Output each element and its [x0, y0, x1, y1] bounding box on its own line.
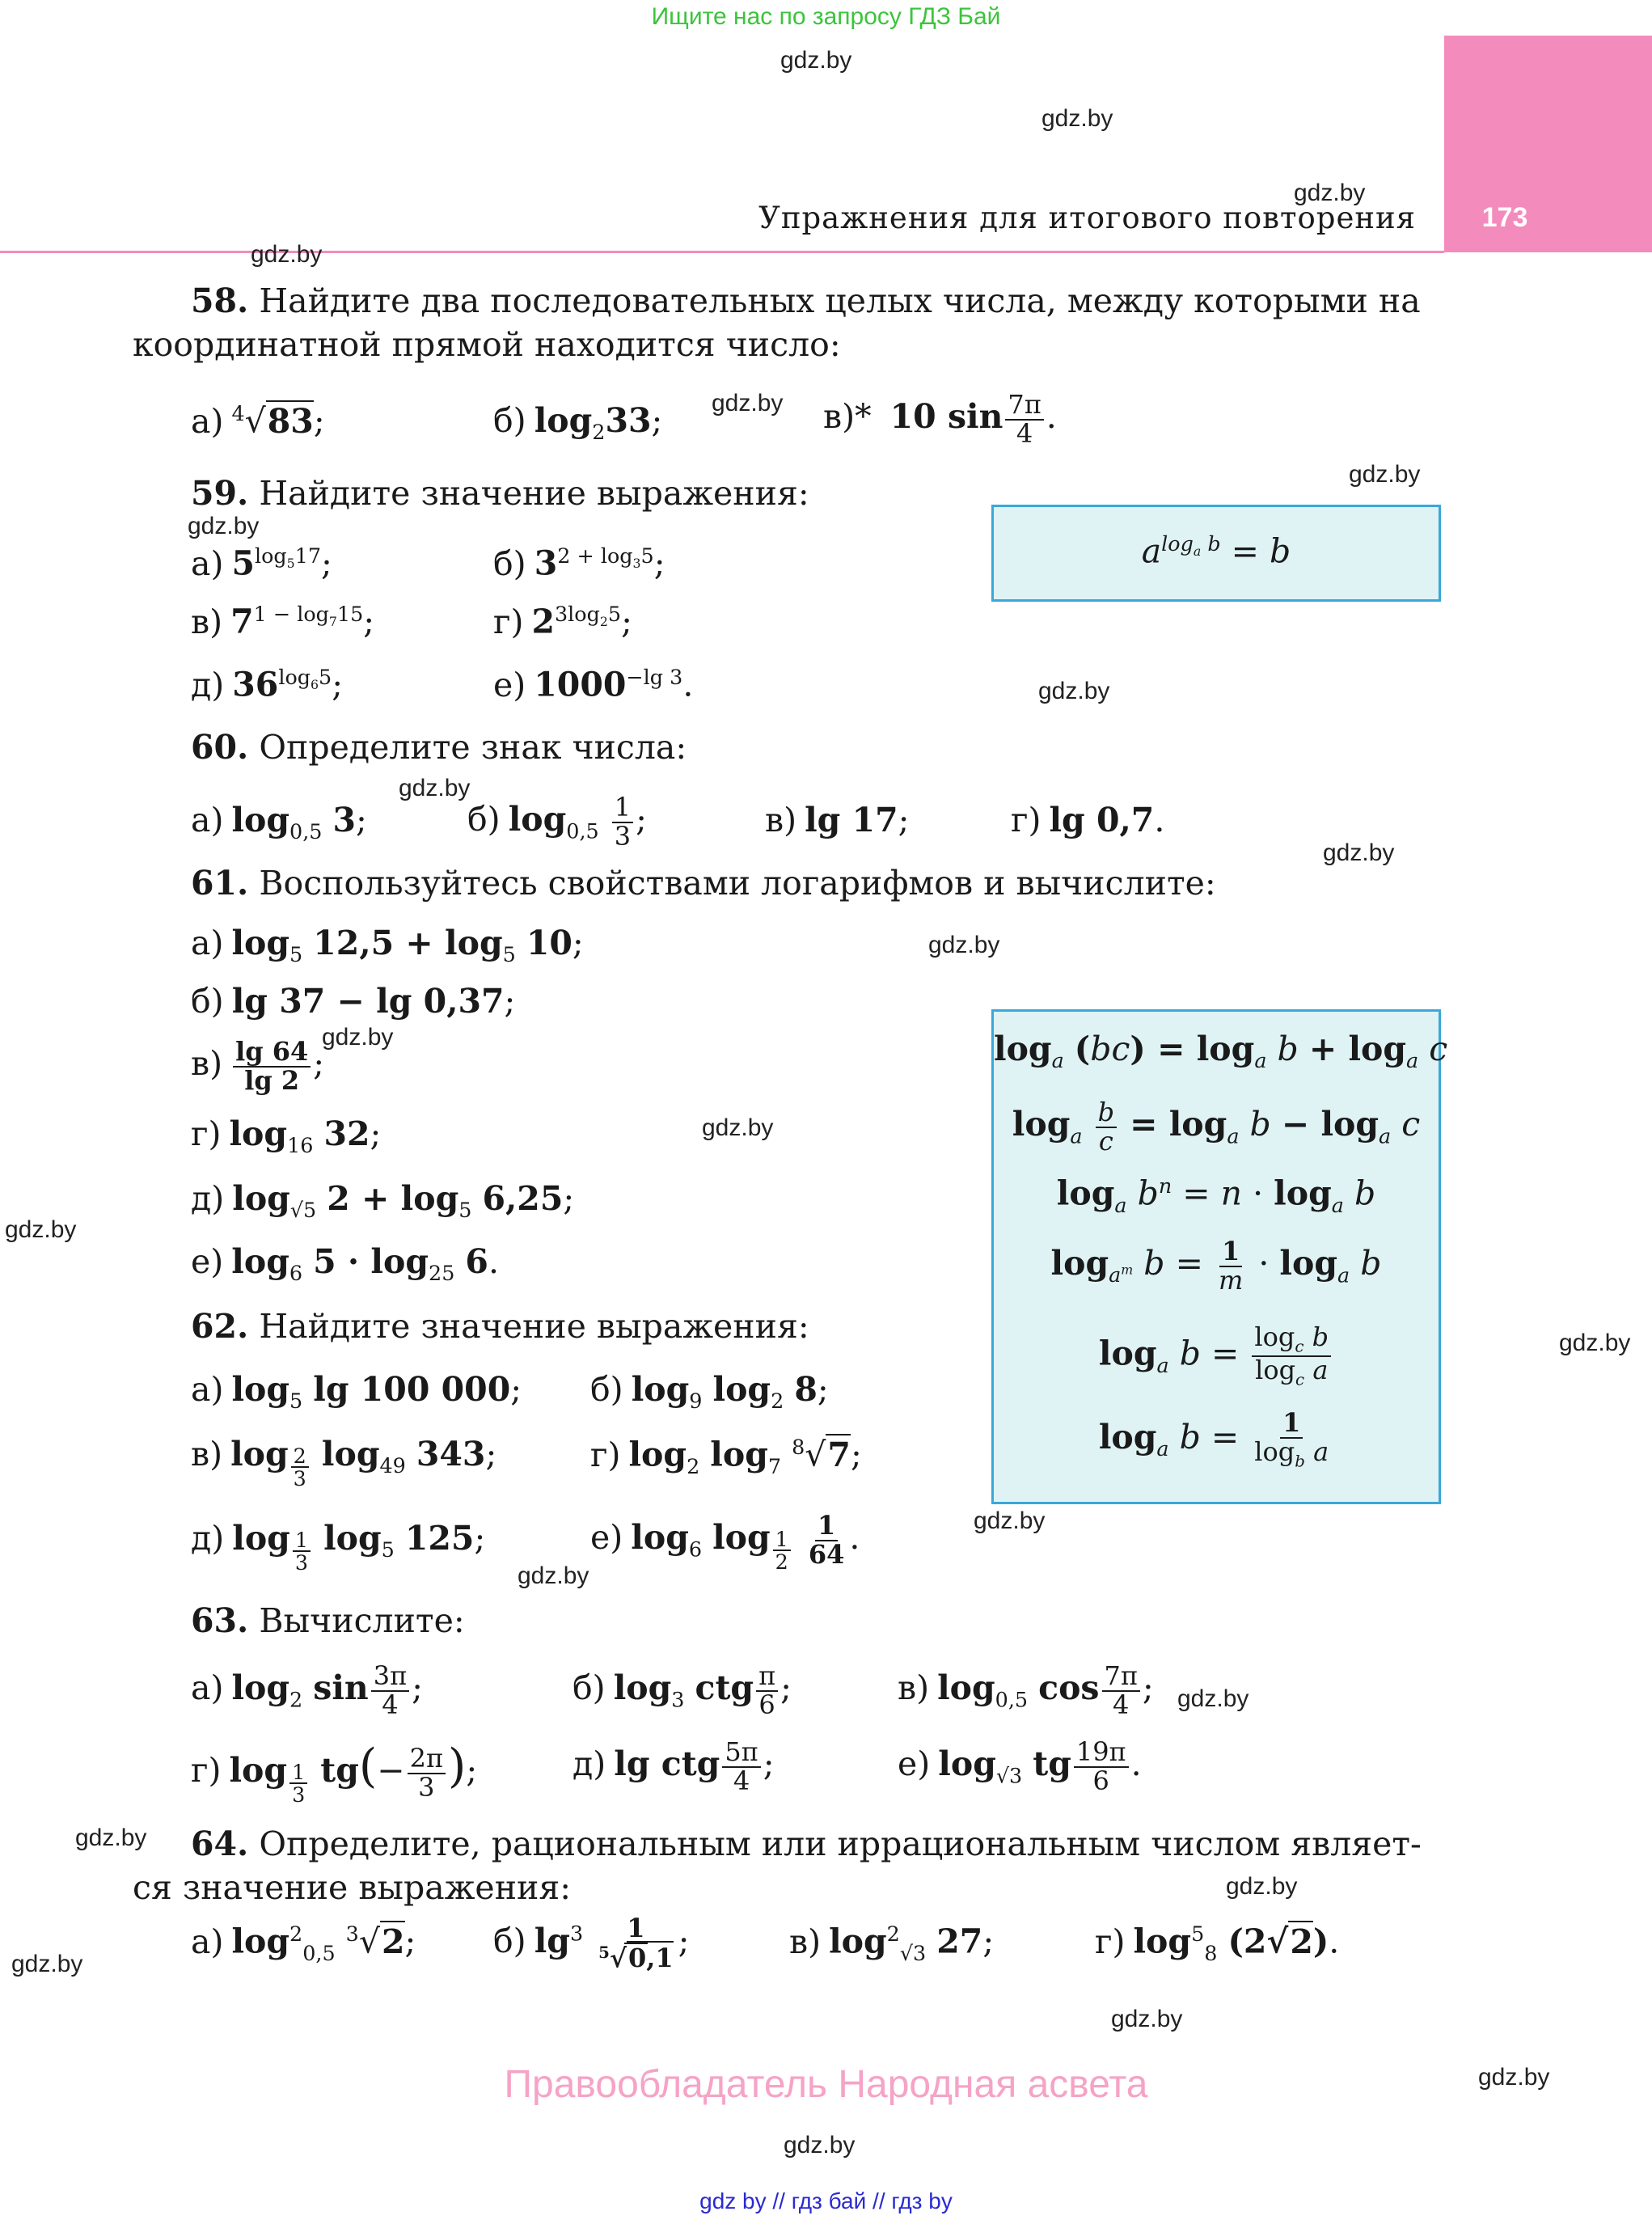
exercise-58-c: в)* 10 sin $\frac{7\pi}{4}$ .	[823, 389, 1057, 449]
exercise-62-b: б) $\log_9 \log_2 8$;	[590, 1370, 829, 1414]
exercise-62-g: г) $\log_2 \log_7 ^8√7$;	[590, 1435, 862, 1478]
watermark: gdz.by	[1559, 1330, 1631, 1356]
exercise-62-d: д) log $_{\frac{1}{3}}$ $\log_5 125$;	[191, 1519, 486, 1575]
exercise-61-e: е) $\log_6 5 \cdot \log_{25} 6$.	[191, 1242, 499, 1286]
watermark: gdz.by	[322, 1024, 394, 1051]
watermark: gdz.by	[251, 241, 323, 268]
copyright-owner: Правообладатель Народная асвета	[504, 2063, 1148, 2106]
exercise-61-g: г) $\log_{16} 32$;	[191, 1114, 382, 1158]
exercise-59-title: 59. Найдите значение выражения:	[191, 474, 809, 513]
exercise-63-e: е) $\log_{√3}$ tg $\frac{19\pi}{6}$ .	[898, 1736, 1142, 1796]
exercise-61-title: 61. Воспользуйтесь свойствами логарифмов и вычислите:	[191, 864, 1216, 903]
exercise-59-d: д) $36^{log_65}$;	[191, 665, 344, 704]
formula-quotient: $\log_a$ $\frac{b}{c}$ = $\log_a b - \log_a c$	[1012, 1097, 1421, 1156]
formula-power: $\log_a b^n = n \cdot \log_a b$	[1056, 1173, 1376, 1217]
exercise-63-title: 63. Вычислите:	[191, 1601, 465, 1640]
watermark: gdz.by	[1478, 2064, 1550, 2091]
exercise-61-v: в) $\frac{\lg 64}{\lg 2}$ ;	[191, 1036, 325, 1096]
exercise-61-b: б) lg 37 − lg 0,37;	[191, 982, 516, 1021]
exercise-62-title: 62. Найдите значение выражения:	[191, 1307, 809, 1346]
watermark: gdz.by	[1177, 1685, 1249, 1712]
exercise-63-v: в) $\log_{0,5} \cos$ $\frac{7\pi}{4}$ ;	[898, 1660, 1154, 1720]
watermark: gdz.by	[1349, 461, 1421, 488]
exercise-60-title: 60. Определите знак числа:	[191, 728, 687, 767]
watermark: gdz.by	[702, 1114, 774, 1141]
watermark: gdz.by	[1323, 839, 1395, 866]
watermark: gdz.by	[1111, 2006, 1183, 2032]
watermark: gdz.by	[784, 2132, 856, 2158]
exercise-59-b: б) $3^{2 + log_35}$;	[493, 543, 665, 583]
top-banner: Ищите нас по запросу ГДЗ Бай	[651, 3, 1001, 30]
header-rule	[0, 251, 1444, 253]
watermark: gdz.by	[5, 1216, 77, 1243]
watermark: gdz.by	[1294, 180, 1366, 206]
formula-product: $\log_a (bc) = \log_a b + \log_a c$	[994, 1030, 1448, 1073]
watermark: gdz.by	[928, 932, 1000, 958]
formula-log-identity: $a^{log_a b} = b$	[1141, 531, 1291, 571]
formula-box-properties	[991, 1009, 1448, 1504]
exercise-63-a: а) $\log_2 \sin$ $\frac{3\pi}{4}$ ;	[191, 1660, 423, 1720]
exercise-61-a: а) $\log_5 12,5 + \log_5 10$;	[191, 924, 584, 967]
exercise-64-v: в) $\log^2_{√3} 27$;	[789, 1922, 995, 1965]
page-number-tab	[1444, 36, 1652, 252]
watermark: gdz.by	[974, 1507, 1046, 1534]
watermark: gdz.by	[780, 47, 852, 74]
exercise-58-line1: 58. Найдите два последовательных целых числа, между которыми на	[191, 281, 1421, 320]
exercise-60-a: а) $\log_{0,5} 3$;	[191, 801, 367, 844]
exercise-64-a: а) $\log^2_{0,5} ^3√2$;	[191, 1922, 416, 1965]
exercise-61-d: д) $\log_{√5} 2 + \log_5 6,25$;	[191, 1179, 575, 1223]
exercise-63-b: б) $\log_3$ ctg $\frac{\pi}{6}$ ;	[572, 1660, 792, 1720]
exercise-60-g: г) lg 0,7.	[1011, 801, 1165, 839]
formula-reciprocal: $\log_a b$ = $\frac{1}{\log_b a}$	[1098, 1407, 1329, 1470]
exercise-62-e: е) $\log_6 \log$ $_{\frac{1}{2}}$ $\frac{1}{64}$ .	[590, 1510, 860, 1575]
exercise-60-v: в) lg 17;	[765, 801, 910, 839]
exercise-64-line1: 64. Определите, рациональным или иррациональным числом являет-	[191, 1824, 1422, 1863]
exercise-62-a: а) $\log_5 \lg 100$ 000;	[191, 1370, 522, 1414]
section-title: Упражнения для итогового повторения	[758, 201, 1416, 235]
exercise-58-a: а) $^4$√83;	[191, 401, 325, 441]
exercise-64-line2: ся значение выражения:	[133, 1868, 572, 1907]
watermark: gdz.by	[11, 1951, 83, 1977]
watermark: gdz.by	[399, 775, 471, 801]
watermark: gdz.by	[1038, 678, 1110, 704]
formula-box-basic	[991, 505, 1441, 602]
exercise-62-v: в) log $_{\frac{2}{3}}$ $\log_{49} 343$;	[191, 1435, 497, 1491]
page-number: 173	[1481, 202, 1528, 233]
footer-links[interactable]: gdz by // гдз бай // гдз by	[699, 2188, 953, 2213]
exercise-60-b: б) $\log_{0,5}$ $\frac{1}{3}$ ;	[467, 792, 647, 852]
exercise-63-g: г) log $_{\frac{1}{3}}$ tg(− $\frac{2\pi}{3}$ );	[191, 1739, 478, 1808]
exercise-59-a: а) $5^{log_517}$;	[191, 543, 332, 583]
watermark: gdz.by	[75, 1824, 147, 1851]
watermark: gdz.by	[712, 390, 784, 416]
watermark: gdz.by	[1226, 1873, 1298, 1900]
exercise-64-b: б) $\lg^3$ $\frac{1}{^5√0,1}$ ;	[493, 1913, 690, 1974]
exercise-58-line2: координатной прямой находится число:	[133, 325, 841, 364]
exercise-59-v: в) $7^{1 - log_715}$;	[191, 602, 375, 641]
exercise-59-g: г) $2^{3log_25}$;	[493, 602, 632, 641]
exercise-59-e: е) $1000^{-lg 3}$.	[493, 665, 694, 704]
exercise-58-b: б) $\log_233$;	[493, 401, 663, 445]
formula-base-power: $\log_{a^m} b$ = $\frac{1}{m}$ · $\log_a b$	[1050, 1236, 1382, 1296]
watermark: gdz.by	[518, 1562, 589, 1589]
exercise-64-g: г) $\log^5_8 (2√2)$.	[1095, 1922, 1340, 1965]
watermark: gdz.by	[1041, 105, 1113, 132]
watermark: gdz.by	[188, 513, 260, 539]
formula-change-base: $\log_a b$ = $\frac{\log_c b}{\log_c a}$	[994, 1324, 1439, 1389]
exercise-63-d: д) lg ctg $\frac{5\pi}{4}$ ;	[572, 1736, 775, 1796]
